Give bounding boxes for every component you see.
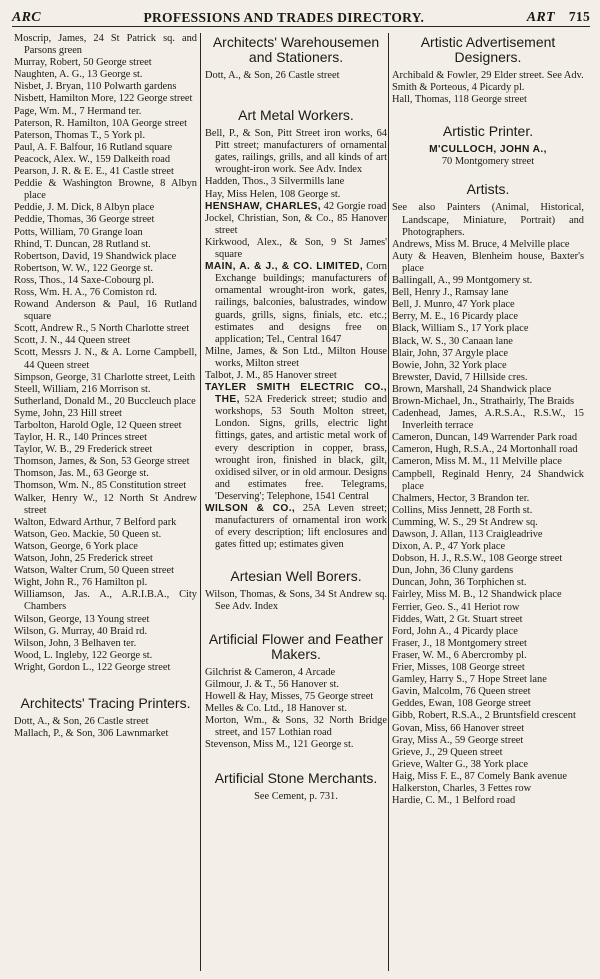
list-item: Dawson, J. Allan, 113 Craigleadrive bbox=[392, 529, 543, 540]
list-item: Watson, George, 6 York place bbox=[14, 540, 138, 552]
list-item: Berry, M. E., 16 Picardy place bbox=[392, 311, 518, 323]
list-item: Wilson, Thomas, & Sons, 34 St Andrew sq. See Adv. Index bbox=[205, 589, 387, 613]
list-item: Frier, Misses, 108 George street bbox=[392, 662, 525, 674]
list-item: Watson, Walter Crum, 50 Queen street bbox=[14, 565, 175, 577]
list-item: Black, W. S., 30 Canaan lane bbox=[392, 335, 513, 347]
cross-reference: See also Painters (Animal, Historical, Landscape, Miniature, Portrait) and Photographers. bbox=[392, 202, 584, 238]
list-item: Howell & Hay, Misses, 75 George street bbox=[205, 690, 374, 702]
list-item: Smith & Porteous, 4 Picardy pl. bbox=[392, 82, 525, 94]
page-number: 715 bbox=[568, 9, 590, 24]
list-item bbox=[205, 261, 387, 346]
list-item: Melles & Co. Ltd., 18 Hanover st. bbox=[205, 702, 347, 714]
list-item: Peacock, Alex. W., 159 Dalkeith road bbox=[14, 153, 171, 165]
list-item: Wilson, G. Murray, 40 Braid rd. bbox=[14, 625, 148, 637]
cross-reference: See Cement, p. 731. bbox=[254, 791, 338, 803]
list-item: Peddie, Thomas, 36 George street bbox=[14, 214, 155, 226]
list-item: Ford, John A., 4 Picardy place bbox=[392, 625, 518, 637]
list-item: Nisbet, J. Bryan, 110 Polwarth gardens bbox=[14, 81, 177, 93]
list-item: Gibb, Robert, R.S.A., 2 Bruntsfield crescent bbox=[392, 710, 576, 722]
header-center: PROFESSIONS AND TRADES DIRECTORY. bbox=[143, 10, 425, 25]
architects-list bbox=[14, 33, 197, 674]
section-title: Artificial Stone Merchants. bbox=[214, 770, 378, 787]
list-item: Wood, L. Ingleby, 122 George st. bbox=[14, 649, 153, 661]
list-item: Scott, Andrew R., 5 North Charlotte street bbox=[14, 323, 190, 335]
list-item: Cadenhead, James, A.R.S.A., R.S.W., 15 Inverleith terrace bbox=[392, 408, 584, 432]
flower-makers-list bbox=[205, 667, 387, 752]
list-item: Hadden, Thos., 3 Silvermills lane bbox=[205, 176, 345, 188]
list-item: Ballingall, A., 99 Montgomery st. bbox=[392, 275, 533, 287]
list-item: Andrews, Miss M. Bruce, 4 Melville place bbox=[392, 238, 570, 250]
list-item: Grieve, J., 29 Queen street bbox=[392, 746, 503, 758]
list-item: Fraser, J., 18 Montgomery street bbox=[392, 637, 527, 649]
list-item: Ross, Wm. H. A., 76 Comiston rd. bbox=[14, 286, 157, 298]
list-item: Bell, J. Munro, 47 York place bbox=[392, 299, 515, 311]
list-item: Syme, John, 23 Hill street bbox=[14, 407, 122, 419]
column-2 bbox=[205, 33, 387, 975]
list-item: Murray, Robert, 50 George street bbox=[14, 57, 152, 69]
list-item: Hardie, C. M., 1 Belford road bbox=[392, 795, 516, 807]
well-borers-list bbox=[205, 589, 387, 613]
list-item: Scott, J. N., 44 Queen street bbox=[14, 335, 131, 347]
list-item: Gamley, Harry S., 7 Hope Street lane bbox=[392, 674, 547, 686]
list-item: Wilson, John, 3 Belhaven ter. bbox=[14, 637, 137, 649]
list-item: Cumming, W. S., 29 St Andrew sq. bbox=[392, 516, 538, 528]
list-item: Geddes, Ewan, 108 George street bbox=[392, 698, 531, 710]
list-item: Kirkwood, Alex., & Son, 9 St James' square bbox=[205, 236, 387, 261]
section-title: Artistic Advertisement Designers. bbox=[420, 34, 556, 65]
list-item: Blair, John, 37 Argyle place bbox=[392, 347, 508, 359]
list-item: Campbell, Reginald Henry, 24 Shandwick place bbox=[392, 468, 584, 492]
list-item: Pearson, J. R. & E. E., 41 Castle street bbox=[14, 166, 174, 178]
list-item: Watson, John, 25 Frederick street bbox=[14, 553, 153, 565]
list-item: Fraser, W. M., 6 Abercromby pl. bbox=[392, 649, 527, 661]
column-3 bbox=[392, 33, 584, 975]
list-item: Archibald & Fowler, 29 Elder street. See Adv. bbox=[392, 70, 584, 81]
section-title: Artistic Printer. bbox=[442, 123, 534, 140]
list-item bbox=[205, 503, 387, 551]
tracing-printers-list bbox=[14, 716, 197, 740]
artists-list bbox=[392, 239, 584, 807]
list-item: Paul, A. F. Balfour, 16 Rutland square bbox=[14, 141, 173, 153]
list-item bbox=[392, 144, 584, 156]
list-item: Morton, Wm., & Sons, 32 North Bridge street, and 157 Lothian road bbox=[205, 714, 387, 739]
list-item: Ferrier, Geo. S., 41 Heriot row bbox=[392, 601, 520, 613]
list-item: Page, Wm. M., 7 Hermand ter. bbox=[14, 105, 142, 117]
list-item: Gilmour, J. & T., 56 Hanover st. bbox=[205, 678, 339, 690]
list-item: Dixon, A. P., 47 York place bbox=[392, 541, 506, 553]
list-item: Thomson, Wm. N., 85 Constitution street bbox=[14, 480, 187, 492]
firm-name: HENSHAW, CHARLES, bbox=[205, 200, 322, 212]
list-item: Walton, Edward Arthur, 7 Belford park bbox=[14, 516, 177, 528]
list-item: Paterson, Thomas T., 5 York pl. bbox=[14, 129, 146, 141]
list-item: Robertson, W. W., 122 George st. bbox=[14, 262, 153, 274]
list-item: Dun, John, 36 Cluny gardens bbox=[392, 565, 514, 577]
header-left: ARC bbox=[12, 10, 41, 25]
column-1 bbox=[14, 33, 197, 975]
list-item bbox=[205, 201, 387, 213]
list-item: Scott, Messrs J. N., & A. Lorne Campbell, 44 Queen street bbox=[14, 347, 197, 371]
list-item: Nisbett, Hamilton More, 122 George street bbox=[14, 93, 193, 105]
firm-name: TAYLER SMITH ELECTRIC CO., THE, bbox=[205, 382, 387, 406]
firm-description: 52A Frederick street; studio and workshops, 53 South Molton street, London. Signs, grills, electric light fittings, gates, and artistic metal work of every description in copper, brass, wrought iron, finished in black, gilt, oxidised silver, or in old armour. Designs and estimates free. Telegrams, 'Deserving'; Telephone, 1541 Central bbox=[215, 394, 387, 502]
list-item: Paterson, R. Hamilton, 10A George street bbox=[14, 117, 187, 129]
list-item: Auty & Heaven, Blenheim house, Baxter's place bbox=[392, 250, 584, 274]
list-item: Fiddes, Watt, 2 Gt. Stuart street bbox=[392, 613, 523, 625]
section-title: Artists. bbox=[466, 181, 510, 198]
section-title: Artificial Flower and Feather Makers. bbox=[208, 630, 384, 662]
list-item: Ross, Thos., 14 Saxe-Cobourg pl. bbox=[14, 274, 154, 286]
firm-name: MAIN, A. & J., & CO. LIMITED, bbox=[205, 261, 364, 273]
list-item: Mallach, P., & Son, 306 Lawnmarket bbox=[14, 728, 169, 740]
column-rule bbox=[388, 33, 389, 971]
list-item: Halkerston, Charles, 3 Fettes row bbox=[392, 782, 532, 794]
firm-name: WILSON & CO., bbox=[205, 503, 296, 514]
list-item: Taylor, H. R., 140 Princes street bbox=[14, 432, 148, 444]
list-item: Peddie, J. M. Dick, 8 Albyn place bbox=[14, 202, 155, 214]
list-item: Gavin, Malcolm, 76 Queen street bbox=[392, 686, 531, 698]
list-item: Brown, Marshall, 24 Shandwick place bbox=[392, 383, 552, 395]
firm-address: 42 Gorgie road bbox=[323, 200, 387, 212]
list-item: Cameron, Miss M. M., 11 Melville place bbox=[392, 456, 562, 468]
list-item: Dott, A., & Son, 26 Castle street bbox=[205, 70, 340, 81]
list-item: Wilson, George, 13 Young street bbox=[14, 613, 150, 625]
list-item: Walker, Henry W., 12 North St Andrew street bbox=[14, 492, 197, 516]
section-title: Art Metal Workers. bbox=[238, 107, 354, 124]
list-item: Thomson, James, & Son, 53 George street bbox=[14, 456, 190, 468]
list-item: Naughten, A. G., 13 George st. bbox=[14, 69, 143, 81]
section-title: Artesian Well Borers. bbox=[230, 568, 362, 585]
list-item: Rowand Anderson & Paul, 16 Rutland square bbox=[14, 299, 197, 323]
firm-description: Corn Exchange buildings; manufacturers of ornamental wrought-iron work, gates, railings, balconies, balustrades, window guards, grills, signs, finials, etc. etc.; estimates and designs free on application; Tel., Central 1647 bbox=[215, 261, 387, 345]
firm-name: M'CULLOCH, JOHN A., bbox=[429, 144, 547, 156]
column-rule bbox=[200, 33, 201, 971]
advertisement-designers-list bbox=[392, 70, 584, 106]
section-title: Architects' Tracing Printers. bbox=[20, 694, 191, 711]
list-item: Thomson, Jas. M., 63 George st. bbox=[14, 468, 149, 480]
list-item: Peddie & Washington Browne, 8 Albyn place bbox=[14, 178, 197, 202]
list-item: Robertson, David, 19 Shandwick place bbox=[14, 250, 177, 262]
list-item: Gray, Miss A., 59 George street bbox=[392, 734, 524, 746]
list-item: Hall, Thomas, 118 George street bbox=[392, 94, 527, 106]
list-item: Duncan, John, 36 Torphichen st. bbox=[392, 577, 527, 589]
list-item: Grieve, Walter G., 38 York place bbox=[392, 758, 529, 770]
header-right: ART bbox=[526, 10, 555, 25]
list-item: Bowie, John, 32 York place bbox=[392, 359, 507, 371]
list-item: Black, William S., 17 York place bbox=[392, 323, 529, 335]
list-item: Moscrip, James, 24 St Patrick sq. and Parsons green bbox=[14, 33, 197, 57]
list-item: Govan, Miss, 66 Hanover street bbox=[392, 722, 525, 734]
list-item: Haig, Miss F. E., 87 Comely Bank avenue bbox=[392, 770, 567, 782]
list-item: Taylor, W. B., 29 Frederick street bbox=[14, 444, 153, 456]
metal-workers-list bbox=[205, 128, 387, 551]
list-item: Dobson, H. J., R.S.W., 108 George street bbox=[392, 553, 563, 565]
list-item: Steell, William, 216 Morrison st. bbox=[14, 383, 151, 395]
section-title: Architects' Warehousemen and Stationers. bbox=[212, 34, 380, 65]
list-item: Hay, Miss Helen, 108 George st. bbox=[205, 188, 341, 200]
list-item: Sutherland, Donald M., 20 Buccleuch place bbox=[14, 395, 196, 407]
firm-address: 70 Montgomery street bbox=[441, 156, 535, 168]
list-item: Fairley, Miss M. B., 12 Shandwick place bbox=[392, 589, 562, 601]
list-item: Brewster, David, 7 Hillside cres. bbox=[392, 371, 528, 383]
list-item: Brown-Michael, Jn., Strathairly, The Braids bbox=[392, 395, 575, 407]
list-item: Wight, John R., 76 Hamilton pl. bbox=[14, 577, 148, 589]
list-item: Stevenson, Miss M., 121 George st. bbox=[205, 739, 354, 751]
list-item bbox=[205, 382, 387, 503]
list-item: Bell, P., & Son, Pitt Street iron works, 64 Pitt street; manufacturers of ornamental gates, railings, grills, and all kinds of art wrought-iron work. See Adv. Index bbox=[205, 128, 387, 176]
list-item: Talbot, J. M., 85 Hanover street bbox=[205, 369, 337, 381]
list-item: Watson, Geo. Mackie, 50 Queen st. bbox=[14, 528, 162, 540]
list-item: Milne, James, & Son Ltd., Milton House works, Milton street bbox=[205, 345, 387, 369]
warehousemen-list bbox=[205, 70, 387, 82]
list-item: Cameron, Hugh, R.S.A., 24 Mortonhall road bbox=[392, 444, 578, 456]
list-item: Bell, Henry J., Ramsay lane bbox=[392, 287, 509, 299]
list-item: Collins, Miss Jennett, 28 Forth st. bbox=[392, 504, 533, 516]
list-item: Dott, A., & Son, 26 Castle street bbox=[14, 715, 149, 727]
list-item: Potts, William, 70 Grange loan bbox=[14, 226, 143, 238]
firm-description: 25A Leven street; manufacturers of ornamental iron work of every description; lift enclosures and gates fitted up; estimates given bbox=[215, 503, 387, 551]
list-item: Tarbolton, Harold Ogle, 12 Queen street bbox=[14, 420, 182, 431]
list-item: Wright, Gordon L., 122 George street bbox=[14, 661, 171, 673]
page-header bbox=[12, 4, 590, 27]
list-item: Cameron, Duncan, 149 Warrender Park road bbox=[392, 432, 578, 444]
list-item: Rhind, T. Duncan, 28 Rutland st. bbox=[14, 238, 151, 250]
list-item: Williamson, Jas. A., A.R.I.B.A., City Chambers bbox=[14, 589, 197, 613]
list-item: Gilchrist & Cameron, 4 Arcade bbox=[205, 666, 336, 678]
list-item: Chalmers, Hector, 3 Brandon ter. bbox=[392, 492, 530, 504]
list-item: Simpson, George, 31 Charlotte street, Leith bbox=[14, 371, 196, 383]
list-item: Jockel, Christian, Son, & Co., 85 Hanover street bbox=[205, 212, 387, 236]
